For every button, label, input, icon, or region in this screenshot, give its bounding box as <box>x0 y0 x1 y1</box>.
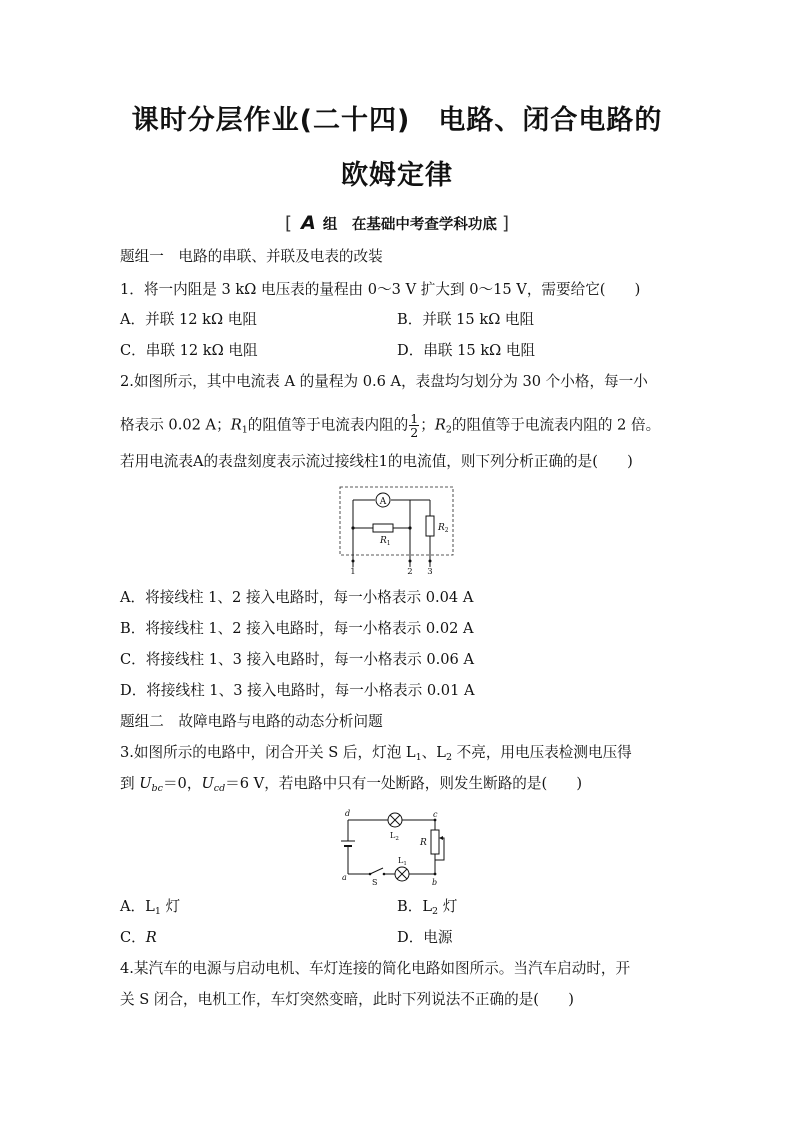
l1-label: $L_1$ <box>398 856 407 867</box>
q4-line-2: 关 S 闭合，电机工作，车灯突然变暗，此时下列说法不正确的是( ) <box>120 991 574 1008</box>
switch-s <box>370 868 383 874</box>
l2-label: $L_2$ <box>390 831 399 842</box>
banner-close-bracket: ] <box>501 213 509 234</box>
rheostat-label: R <box>420 838 427 848</box>
q1-option-c: C．串联 12 kΩ 电阻 <box>120 342 258 359</box>
q3-l2-pre: 到 <box>120 775 140 792</box>
q2-option-a: A．将接线柱 1、2 接入电路时，每一小格表示 0.04 A <box>120 589 474 606</box>
l1-subscript: 1 <box>415 752 422 763</box>
q2-circuit-diagram <box>338 485 456 577</box>
q3-line-2 <box>120 775 582 793</box>
q3-a-post: 灯 <box>160 898 181 915</box>
switch-label: S <box>372 878 378 887</box>
q2-r1-subscript: 1 <box>241 424 248 436</box>
q1-option-a: A．并联 12 kΩ 电阻 <box>120 311 257 328</box>
q3-option-b <box>397 898 457 916</box>
ucd-symbol: U <box>201 775 214 792</box>
q3-option-c <box>120 929 157 947</box>
group-banner <box>0 212 794 234</box>
q3-b-sub: 2 <box>432 906 439 917</box>
r2-label: $R_2$ <box>438 523 449 534</box>
q3-option-a <box>120 898 180 916</box>
q3-a-pre: A．L <box>120 898 155 915</box>
q3-l2-eq2: ＝6 V，若电路中只有一处断路，则发生断路的是( ) <box>225 775 583 792</box>
terminal-3 <box>429 560 432 563</box>
resistor-r2 <box>426 516 434 536</box>
q2-option-b: B．将接线柱 1、2 接入电路时，每一小格表示 0.02 A <box>120 620 474 637</box>
q2-line-2 <box>120 412 660 439</box>
q3-b-pre: B．L <box>397 898 433 915</box>
topic-2-heading: 题组二 故障电路与电路的动态分析问题 <box>120 713 383 730</box>
q3-l1-post: 不亮，用电压表检测电压得 <box>452 744 632 761</box>
q2-r1-symbol: R <box>230 416 242 434</box>
terminal-1 <box>352 560 355 563</box>
fraction-numerator: 1 <box>410 411 419 426</box>
banner-open-bracket: [ <box>285 213 293 234</box>
q2-fraction <box>409 412 419 439</box>
q3-b-post: 灯 <box>438 898 458 915</box>
q2-l2-sep: ； <box>420 416 435 434</box>
page-title-line-1: 课时分层作业(二十四) 电路、闭合电路的 <box>131 105 663 136</box>
rheostat-r <box>431 830 439 854</box>
terminal-1-label: 1 <box>350 567 356 577</box>
ubc-symbol: U <box>139 775 152 792</box>
q2-line-3: 若用电流表A的表盘刻度表示流过接线柱1的电流值，则下列分析正确的是( ) <box>120 453 633 470</box>
r1-label: $R_1$ <box>380 536 391 547</box>
terminal-2 <box>409 560 412 563</box>
q1-option-d: D．串联 15 kΩ 电阻 <box>397 342 536 359</box>
terminal-2-label: 2 <box>407 567 413 577</box>
topic-1-heading: 题组一 电路的串联、并联及电表的改装 <box>120 248 383 265</box>
ubc-subscript: bc <box>151 783 163 794</box>
q3-line-1 <box>120 744 632 762</box>
q2-r2-symbol: R <box>434 416 446 434</box>
l2-subscript: 2 <box>445 752 453 763</box>
q4-line-1: 4.某汽车的电源与启动电机、车灯连接的简化电路如图所示。当汽车启动时，开 <box>120 960 631 977</box>
node-d: d <box>345 809 351 818</box>
group-letter: A <box>301 212 316 234</box>
ucd-subscript: cd <box>213 783 226 794</box>
group-banner-text: 组 在基础中考查学科功底 <box>322 217 497 233</box>
q3-l2-eq1: ＝0， <box>162 775 202 792</box>
q1-stem: 1．将一内阻是 3 kΩ 电压表的量程由 0～3 V 扩大到 0～15 V，需要给它( ) <box>120 281 641 298</box>
node-a: a <box>342 873 347 882</box>
q2-r2-subscript: 2 <box>445 424 452 436</box>
dashed-boundary <box>340 487 453 555</box>
q3-c-r: R <box>145 929 157 946</box>
q3-circuit-diagram <box>340 808 460 888</box>
q2-line-1: 2.如图所示，其中电流表 A 的量程为 0.6 A，表盘均匀划分为 30 个小格，每一小 <box>120 373 648 390</box>
q2-l2-post: 的阻值等于电流表内阻的 2 倍。 <box>451 416 661 434</box>
q3-option-d: D．电源 <box>397 929 453 946</box>
terminal-3-label: 3 <box>427 567 433 577</box>
ammeter-label: A <box>379 497 387 507</box>
page-title-line-2: 欧姆定律 <box>341 160 453 191</box>
q2-l2-mid: 的阻值等于电流表内阻的 <box>247 416 409 434</box>
node-b: b <box>432 878 438 887</box>
q3-l1-pre: 3.如图所示的电路中，闭合开关 S 后，灯泡 L <box>120 744 416 761</box>
q3-l1-mid: 、L <box>421 744 446 761</box>
q2-option-c: C．将接线柱 1、3 接入电路时，每一小格表示 0.06 A <box>120 651 475 668</box>
q2-option-d: D．将接线柱 1、3 接入电路时，每一小格表示 0.01 A <box>120 682 475 699</box>
resistor-r1 <box>373 524 393 532</box>
q3-a-sub: 1 <box>154 906 161 917</box>
q2-l2-pre: 格表示 0.02 A； <box>120 416 231 434</box>
fraction-denominator: 2 <box>410 425 419 440</box>
q3-c-pre: C． <box>120 929 146 946</box>
q1-option-b: B．并联 15 kΩ 电阻 <box>397 311 535 328</box>
node-c: c <box>433 810 438 819</box>
